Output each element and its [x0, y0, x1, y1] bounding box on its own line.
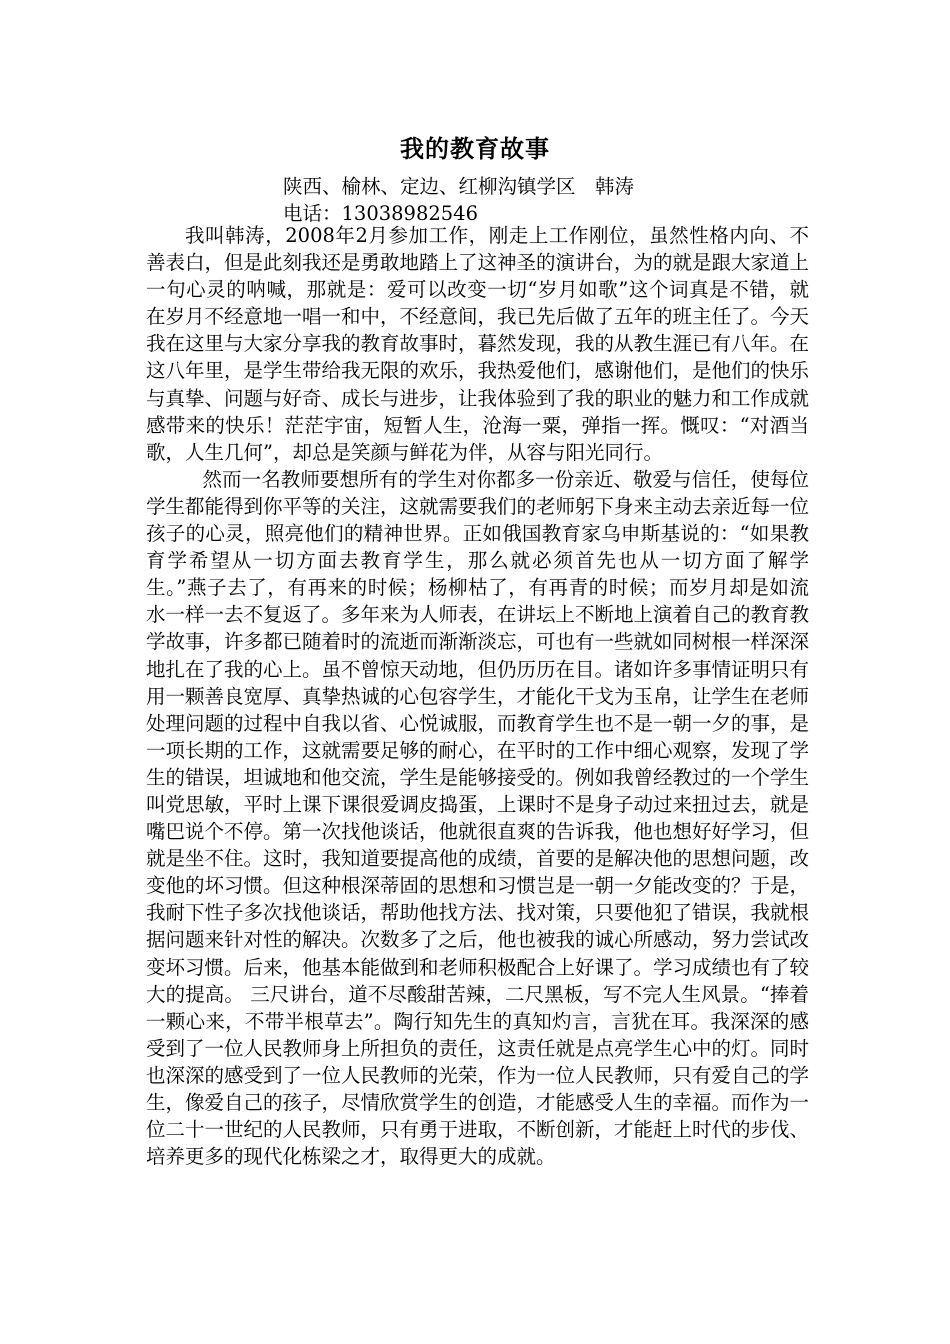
author-line: 陕西、榆林、定边、红柳沟镇学区 韩涛: [283, 175, 635, 198]
paragraph-1: 我叫韩涛，2008年2月参加工作，刚走上工作刚位，虽然性格内向、不善表白，但是此刻我还是勇敢地踏上了这神圣的演讲台，为的就是跟大家道上一句心灵的呐喊，那就是：爱可以改变一切“岁月如歌”这个词真是不错，就在岁月不经意地一唱一和中，不经意间，我已先后做了五年的班主任了。今天我在这里与大家分享我的教育故事时，暮然发现，我的从教生涯已有八年。在这八年里，是学生带给我无限的欢乐，我热爱他们，感谢他们，是他们的快乐与真挚、问题与好奇、成长与进步，让我体验到了我的职业的魅力和工作成就感带来的快乐！茫茫宇宙，短暂人生，沧海一粟，弹指一挥。慨叹：“对酒当歌，人生几何”，却总是笑颜与鲜花为伴，从容与阳光同行。: [146, 224, 810, 464]
document-body: [146, 222, 809, 1170]
document-title: 我的教育故事: [400, 135, 550, 163]
phone-line: 电话：13038982546: [283, 202, 478, 225]
paragraph-2: 然而一名教师要想所有的学生对你都多一份亲近、敬爱与信任，使每位学生都能得到你平等的关注，这就需要我们的老师躬下身来主动去亲近每一位孩子的心灵，照亮他们的精神世界。正如俄国教育家乌申斯基说的：“如果教育学希望从一切方面去教育学生，那么就必须首先也从一切方面了解学生。”燕子去了，有再来的时候；杨柳枯了，有再青的时候；而岁月却是如流水一样一去不复返了。多年来为人师表，在讲坛上不断地上演着自己的教育教学故事，许多都已随着时的流逝而渐渐淡忘，可也有一些就如同树根一样深深地扎在了我的心上。虽不曾惊天动地，但仍历历在目。诸如许多事情证明只有用一颗善良宽厚、真挚热诚的心包容学生，才能化干戈为玉帛，让学生在老师处理问题的过程中自我以省、心悦诚服，而教育学生也不是一朝一夕的事，是一项长期的工作，这就需要足够的耐心，在平时的工作中细心观察，发现了学生的错误，坦诚地和他交流，学生是能够接受的。例如我曾经教过的一个学生叫党思敏，平时上课下课很爱调皮捣蛋，上课时不是身子动过来扭过去，就是嘴巴说个不停。第一次找他谈话，他就很直爽的告诉我，他也想好好学习，但就是坐不住。这时，我知道要提高他的成绩，首要的是解决他的思想问题，改变他的坏习惯。但这种根深蒂固的思想和习惯岂是一朝一夕能改变的？于是，我耐下性子多次找他谈话，帮助他找方法、找对策，只要他犯了错误，我就根据问题来针对性的解决。次数多了之后，他也被我的诚心所感动，努力尝试改变坏习惯。后来，他基本能做到和老师积极配合上好课了。学习成绩也有了较大的提高。 三尺讲台，道不尽酸甜苦辣，二尺黑板，写不完人生风景。“捧着一颗心来，不带半根草去”。陶行知先生的真知灼言，言犹在耳。我深深的感受到了一位人民教师身上所担负的责任，这责任就是点亮学生心中的灯。同时也深深的感受到了一位人民教师的光荣，作为一位人民教师，只有爱自己的学生，像爱自己的孩子，尽情欣赏学生的创造，才能感受人生的幸福。而作为一位二十一世纪的人民教师，只有勇于进取，不断创新，才能赶上时代的步伐、培养更多的现代化栋梁之才，取得更大的成就。: [146, 467, 810, 1169]
